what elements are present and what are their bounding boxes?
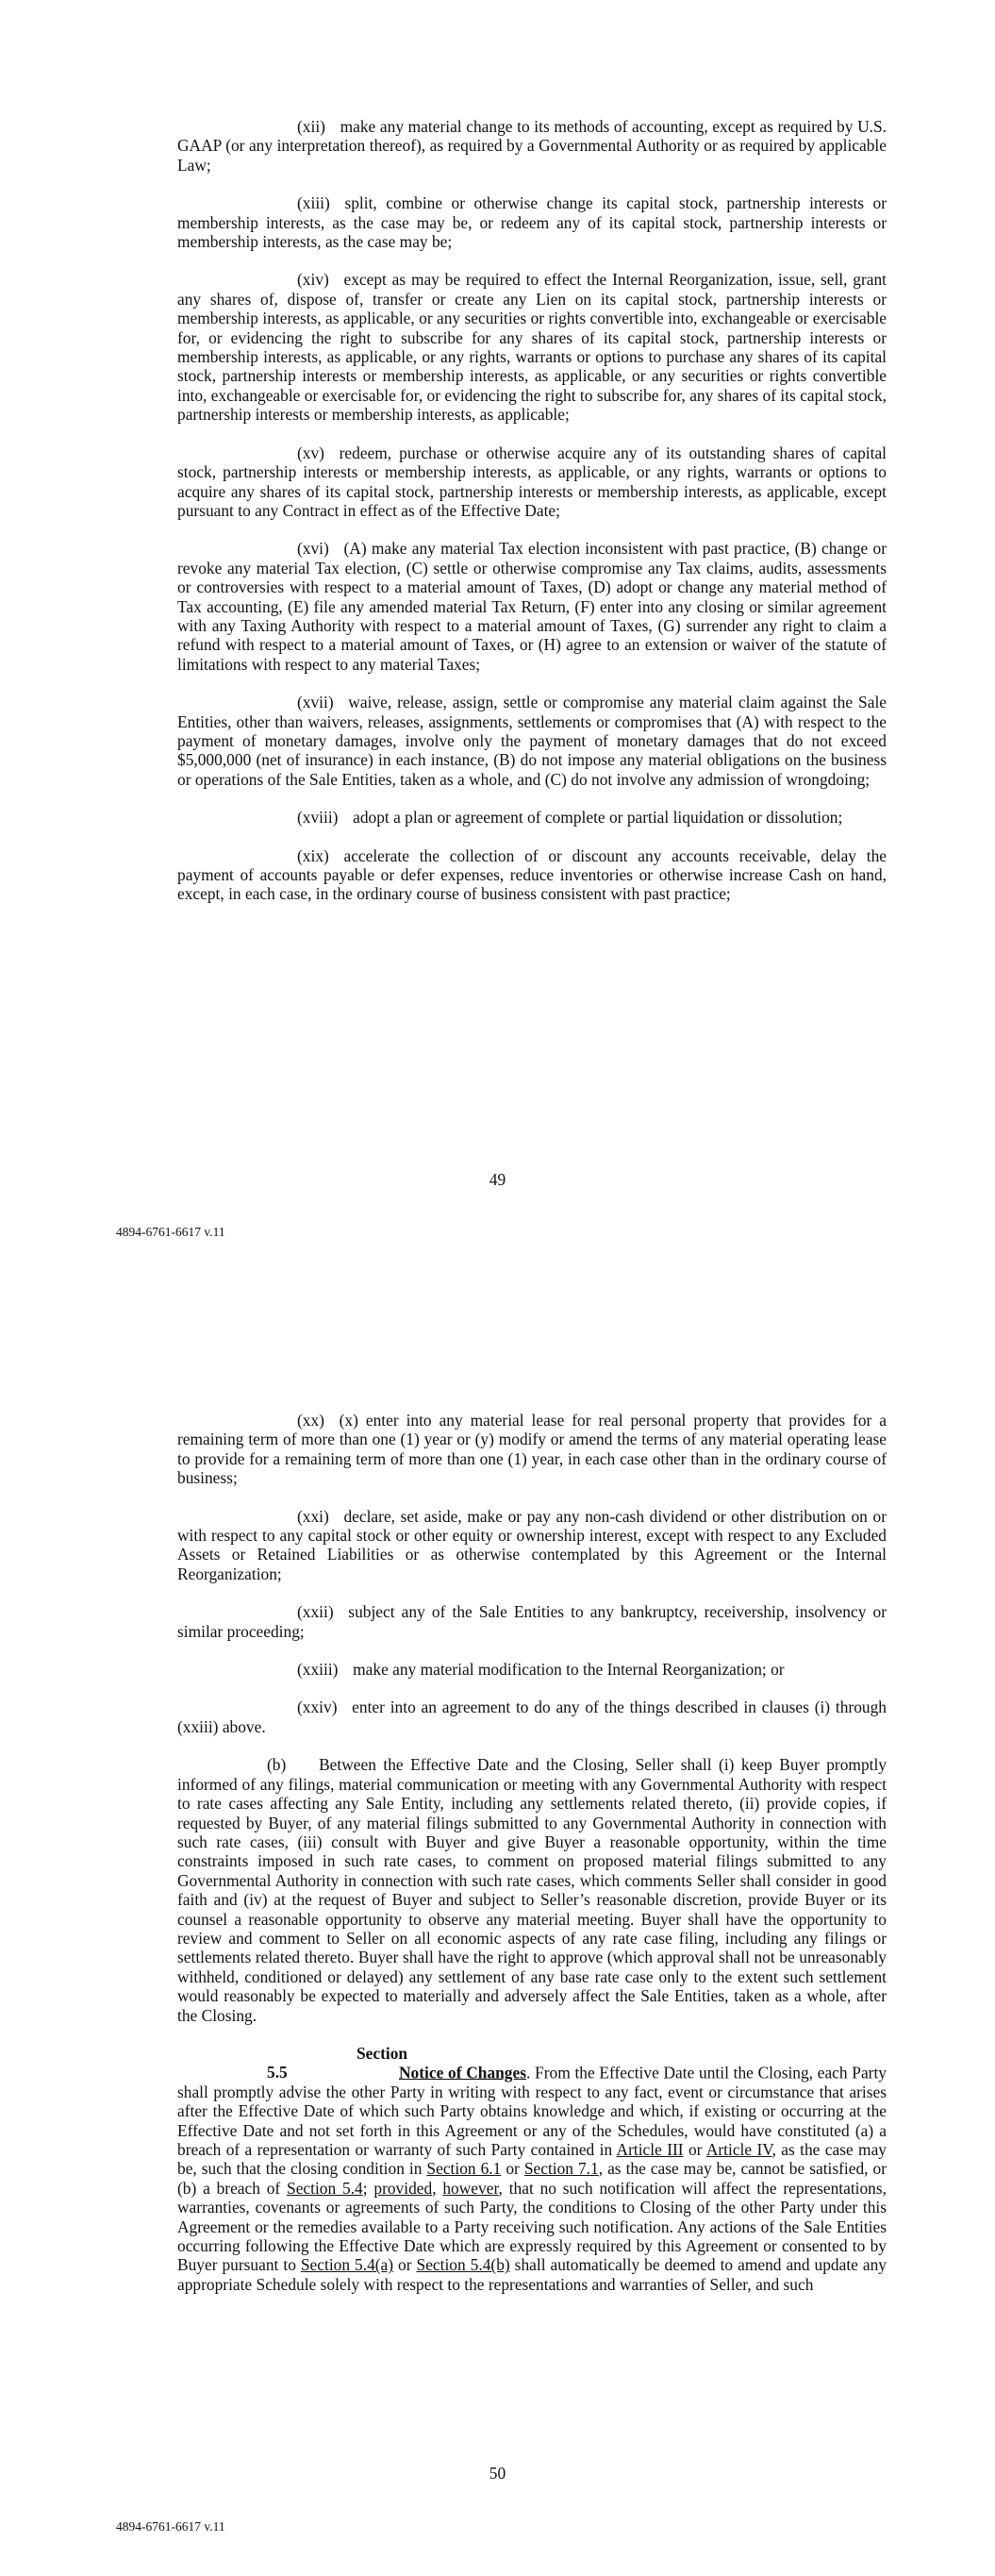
clause-list [177, 117, 887, 904]
page-50 [0, 1288, 995, 2576]
document-id-footer: 4894-6761-6617 v.11 [116, 2519, 225, 2534]
section-5-5: Section 5.5 Notice of Changes. From the Effective Date until the Closing, each Party shall promptly advise the other Party in writing with respect to any fact, event or circumstance that arises after the Effective Date of which such Party obtains knowledge and which, if existing or occurring at the Effective Date and not set forth in this Agreement or any of the Schedules, would have constituted (a) a breach of a representation or warranty of such Party contained in Article III or Article IV, as the case may be, such that the closing condition in Section 6.1 or Section 7.1, as the case may be, cannot be satisfied, or (b) a breach of Section 5.4; provided, however, that no such notification will affect the representations, warranties, covenants or agreements of such Party, the conditions to Closing of the other Party under this Agreement or the remedies available to a Party receiving such notification. Any actions of the Sale Entities occurring following the Effective Date which are expressly required by this Agreement or consented to by Buyer pursuant to Section 5.4(a) or Section 5.4(b) shall automatically be deemed to amend and update any appropriate Schedule solely with respect to the representations and warranties of Seller, and such [177, 2043, 887, 2294]
ref-section-5-4a: Section 5.4(a) [300, 2255, 394, 2275]
paragraph-b: (b) Between the Effective Date and the Closing, Seller shall (i) keep Buyer promptly informed of any filings, material communication or meeting with any Governmental Authority with respect to rate cases affecting any Sale Entity, including any settlements related thereto, (ii) provide copies, if requested by Buyer, of any material filings submitted to any Governmental Authority in connection with such rate cases, (iii) consult with Buyer and give Buyer a reasonable opportunity, within the time constraints imposed in such rate cases, to comment on proposed material filings submitted to any Governmental Authority in connection with such rate cases, which comments Seller shall consider in good faith and (iv) at the request of Buyer and subject to Seller’s reasonable discretion, provide Buyer or its counsel a reasonable opportunity to observe any material meeting. Buyer shall have the opportunity to review and comment to Seller on all economic aspects of any rate case filing, including any filings or settlements related thereto. Buyer shall have the right to approve (which approval shall not be unreasonably withheld, conditioned or delayed) any settlement of any base rate case only to the extent such settlement would reasonably be expected to materially and adversely affect the Sale Entities, taken as a whole, after the Closing. [177, 1755, 887, 2025]
ref-section-7-1: Section 7.1 [523, 2159, 599, 2179]
clause-xviii: (xviii) adopt a plan or agreement of complete or partial liquidation or dissolution; [297, 808, 843, 828]
document-id-footer: 4894-6761-6617 v.11 [116, 1225, 225, 1239]
page-number: 49 [489, 1170, 506, 1189]
provided-term: provided [373, 2178, 433, 2198]
clause-xv: (xv) redeem, purchase or otherwise acquire any of its outstanding shares of capital stock, partnership interests or membership interests, as applicable, or any rights, warrants or options to acquire any shares of its capital stock, partnership interests or membership interests, as applicable, except pursuant to any Contract in effect as of the Effective Date; [177, 443, 887, 520]
section-number: Section 5.5 [267, 2043, 408, 2083]
clause-xvi: (xvi) (A) make any material Tax election inconsistent with past practice, (B) change or revoke any material Tax election, (C) settle or otherwise compromise any Tax claims, audits, assessments or controversies with respect to a material amount of Taxes, (D) adopt or change any material method of Tax accounting, (E) file any amended material Tax Return, (F) enter into any closing or similar agreement with any Taxing Authority with respect to a material amount of Taxes, (G) surrender any right to claim a refund with respect to a material amount of Taxes, or (H) agree to an extension or waiver of the statute of limitations with respect to any material Taxes; [177, 539, 887, 674]
clause-xiii: (xiii) split, combine or otherwise change its capital stock, partnership interests or membership interests, as the case may be, or redeem any of its capital stock, partnership interests or membership interests, as the case may be; [177, 193, 887, 252]
clause-xii: (xii) make any material change to its methods of accounting, except as required by U.S. GAAP (or any interpretation thereof), as required by a Governmental Authority or as required by applicable Law; [177, 117, 887, 175]
page-number: 50 [489, 2464, 506, 2483]
clause-xiv: (xiv) except as may be required to effect the Internal Reorganization, issue, sell, grant any shares of, dispose of, transfer or create any Lien on its capital stock, partnership interests or membership interests, as applicable, or any securities or rights convertible into, exchangeable or exercisable for, or evidencing the right to subscribe for any shares of its capital stock, partnership interests or membership interests, as applicable, or any rights, warrants or options to purchase any shares of its capital stock, partnership interests or membership interests, as applicable, or any securities or rights convertible into, exchangeable or exercisable for, or evidencing the right to subscribe for, any shares of its capital stock, partnership interests or membership interests, as applicable; [177, 270, 887, 425]
clause-xxii: (xxii) subject any of the Sale Entities to any bankruptcy, receivership, insolvency or similar proceeding; [177, 1602, 887, 1641]
however-term: however [442, 2178, 499, 2198]
ref-section-6-1: Section 6.1 [426, 2159, 502, 2179]
ref-section-5-4: Section 5.4 [287, 2178, 363, 2198]
clause-xxiii: (xxiii) make any material modification to the Internal Reorganization; or [297, 1660, 785, 1680]
ref-article-iv: Article IV [705, 2140, 772, 2159]
clause-list [177, 1411, 887, 2294]
ref-section-5-4b: Section 5.4(b) [416, 2255, 510, 2275]
clause-xvii: (xvii) waive, release, assign, settle or compromise any material claim against the Sale Entities, other than waivers, releases, assignments, settlements or compromises that (A) with respect to the payment of monetary damages, involve only the payment of monetary damages that do not exceed $5,000,000 (net of insurance) in each instance, (B) do not impose any material obligations on the business or operations of the Sale Entities, taken as a whole, and (C) do not involve any admission of wrongdoing; [177, 693, 887, 789]
clause-xix: (xix) accelerate the collection of or discount any accounts receivable, delay the payment of accounts payable or defer expenses, reduce inventories or otherwise increase Cash on hand, except, in each case, in the ordinary course of business consistent with past practice; [177, 845, 887, 904]
ref-article-iii: Article III [616, 2140, 684, 2159]
clause-xx: (xx) (x) enter into any material lease for real personal property that provides for a remaining term of more than one (1) year or (y) modify or amend the terms of any material operating lease to provide for a remaining term of more than one (1) year, in each case other than in the ordinary course of business; [177, 1411, 887, 1488]
section-title: Notice of Changes [399, 2063, 526, 2083]
clause-xxi: (xxi) declare, set aside, make or pay any non-cash dividend or other distribution on or with respect to any capital stock or other equity or ownership interest, except with respect to any Excluded Assets or Retained Liabilities or as otherwise contemplated by this Agreement or the Internal Reorganization; [177, 1506, 887, 1583]
clause-xxiv: (xxiv) enter into an agreement to do any of the things described in clauses (i) through (xxiii) above. [177, 1698, 887, 1736]
